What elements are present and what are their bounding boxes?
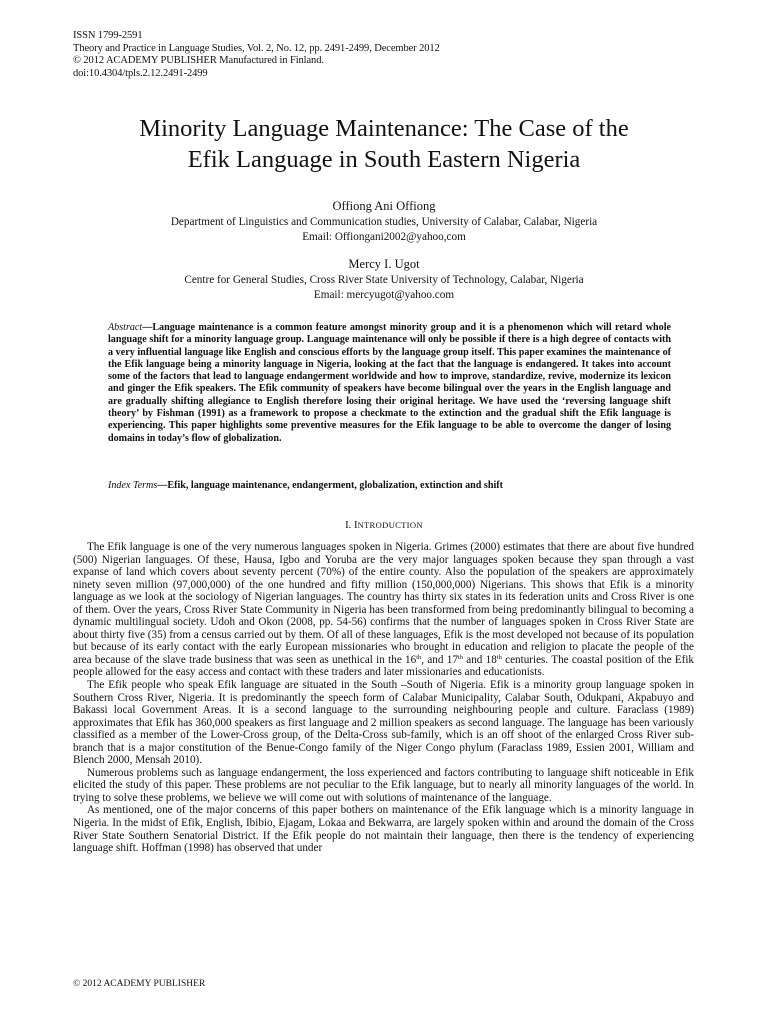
author-name: Mercy I. Ugot	[348, 257, 420, 271]
title-line-2: Efik Language in South Eastern Nigeria	[187, 146, 581, 173]
paragraph-text: The Efik language is one of the very numerous languages spoken in Nigeria. Grimes (2000) estimates that there are about five hundred (500) Nigerian languages. Of these, Hausa, Igbo and Yoruba are the very major languages spoken because they span through a vast expanse of land which covers about seventy percent (70%) of the entire county. Also the population of the speakers are approximately ninety seven million (97,000,000) of the one hundred and fifty million (150,000,000) Nigerians. This shows that Efik is a minority language as we look at the sociology of Nigerian languages. The country has thirty six states in its federation units and Cross River is one of them. Over the years, Cross River State Community in Nigeria has been transformed from being predominantly bilingual to becoming a dynamic multilingual society. Udoh and Okon (2008, pp. 54-56) confirms that the number of languages spoken in Cross River State are about thirty five (35) from a census carried out by them. Of all of these languages, Efik is the most developed not because of its population but because of its early contact with the early European missionaries who brought in education and religion to placate the people of the area because of the slave trade business that was seen as unethical in the 16	[73, 541, 694, 666]
author-affiliation: Centre for General Studies, Cross River State University of Technology, Calabar, Nigeria	[184, 274, 584, 286]
journal-header	[73, 30, 440, 80]
title-line-1: Minority Language Maintenance: The Case of the	[139, 115, 629, 142]
journal-citation: Theory and Practice in Language Studies, Vol. 2, No. 12, pp. 2491-2499, December 2012	[73, 42, 440, 54]
abstract	[108, 322, 671, 445]
paragraph-text: and 18	[462, 653, 497, 666]
doi-line: doi:10.4304/tpls.2.12.2491-2499	[73, 67, 208, 79]
index-terms-text: —Efik, language maintenance, endangerment, globalization, extinction and shift	[157, 480, 503, 491]
paragraph: The Efik people who speak Efik language are situated in the South –South of Nigeria. Efik is a minority group language spoken in Southern Cross River, Nigeria. It is predominantly the speech form of Calabar Municipality, Calabar South, Odukpani, Akpabuyo and Bakassi local Government Areas. It is a second language to the surrounding neighbouring people and culture. Faraclass (1989) approximates that Efik has 360,000 speakers as first language and 2 million speakers as second language. The language has been variously classified as a member of the Lower-Cross group, of the Delta-Cross sub-family, which is an off shoot of the enlarged Cross River sub-branch that is a major constitution of the Benue-Congo family of the Niger Congo phylum (Faraclass 1989, Essien 2001, William and Blench 2000, Mensah 2010).	[73, 679, 694, 767]
paragraph: Numerous problems such as language endangerment, the loss experienced and factors contributing to language shift noticeable in Efik elicited the study of this paper. These problems are not peculiar to the Efik language, but to nearly all minority languages of the world. In trying to solve these problems, we believe we will come out with solutions of maintenance of the language.	[73, 766, 694, 804]
author-name: Offiong Ani Offiong	[332, 199, 436, 213]
index-terms	[108, 480, 671, 492]
author-affiliation: Department of Linguistics and Communication studies, University of Calabar, Calabar, Nigeria	[170, 216, 598, 228]
paragraph-text: , and 17	[421, 653, 458, 666]
paper-title	[40, 113, 728, 175]
author-email: Email: Offiongani2002@yahoo,com	[302, 231, 466, 243]
section-title-cap: I	[353, 520, 358, 531]
superscript: th	[457, 653, 463, 661]
abstract-text: —Language maintenance is a common feature amongst minority group and it is a phenomenon which will retard whole language shift for a minority language group. Language maintenance will only be possible if there is a high degree of contacts with a very influential language like English and conscious efforts by the language group itself. This paper examines the maintenance of the Efik language being a minority language in Nigeria, looking at the fact that the language is endangered. It takes into account some of the factors that lead to language endangerment worldwide and how to improve, standardize, revive, modernize its lexicon and ginger the Efik speakers. The Efik community of speakers have become bilingual over the years in the English language and are gradually shifting allegiance to English therefore losing their original heritage. We have used the ‘reversing language shift theory’ by Fishman (1991) as a framework to propose a checkmate to the extinction and the gradual shift the Efik language is experiencing. This paper highlights some preventive measures for the Efik language to be able to overcome the danger of losing domains in today’s flow of globalization.	[108, 322, 671, 444]
abstract-label: Abstract	[108, 322, 143, 333]
paragraph	[73, 541, 694, 679]
section-title-rest: NTRODUCTION	[357, 520, 423, 530]
page-footer: © 2012 ACADEMY PUBLISHER	[73, 979, 206, 989]
superscript: th	[416, 653, 422, 661]
body-text	[73, 541, 694, 855]
issn-line: ISSN 1799-2591	[73, 30, 143, 41]
section-number: I.	[345, 520, 354, 531]
paragraph-text: centuries. The coastal position of the Efik people allowed for the easy access and contact with these traders and later missionaries and educationists.	[73, 653, 695, 679]
superscript: th	[496, 653, 502, 661]
section-heading	[40, 519, 728, 532]
author-email: Email: mercyugot@yahoo.com	[313, 289, 455, 301]
index-terms-label: Index Terms	[108, 480, 158, 491]
copyright-line: © 2012 ACADEMY PUBLISHER Manufactured in Finland.	[73, 55, 324, 66]
paragraph: As mentioned, one of the major concerns of this paper bothers on maintenance of the Efik language which is a minority language in Nigeria. In the midst of Efik, English, Ibibio, Ejagam, Lokaa and Bekwarra, are largely spoken within and around the domain of the Cross River State Southern Senatorial District. If the Efik people do not maintain their language, then there is the tendency of experiencing language shift. Hoffman (1998) has observed that under	[73, 804, 694, 855]
